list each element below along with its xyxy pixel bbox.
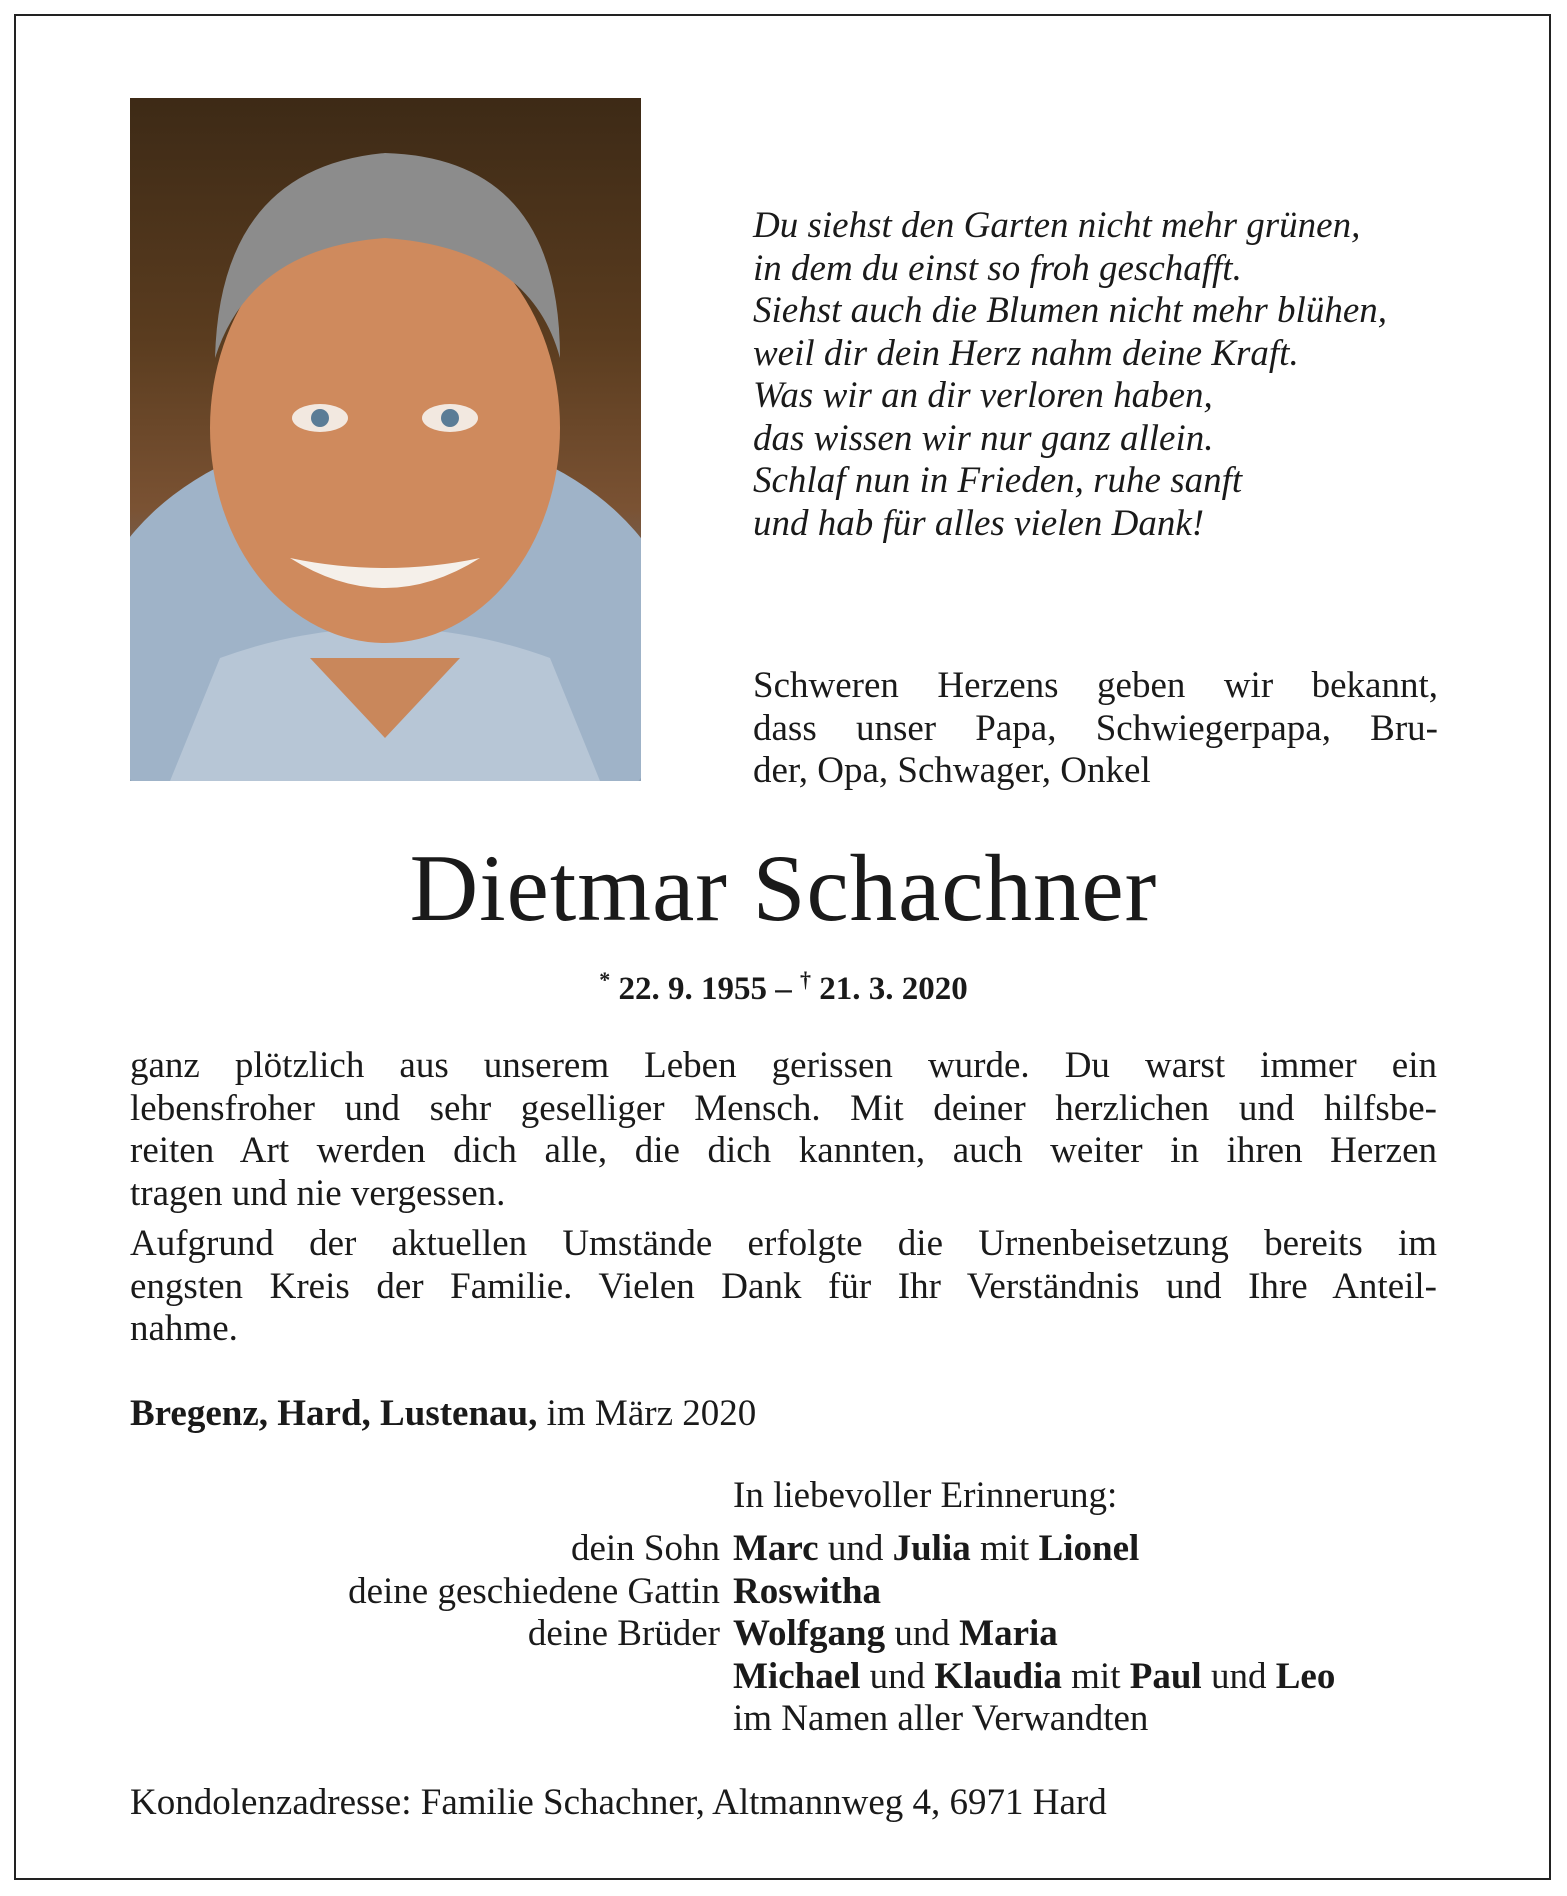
poem-line: das wissen wir nur ganz allein. <box>753 417 1214 459</box>
relation-label <box>130 1698 733 1741</box>
portrait-photo-icon <box>130 98 641 781</box>
relative-name: Julia <box>892 1528 971 1569</box>
poem-line: und hab für alles vielen Dank! <box>753 502 1205 544</box>
relative-row <box>130 1528 1450 1571</box>
text-line: lebensfroher und sehr geselliger Mensch. Mit deiner herzlichen und hilfsbe- <box>130 1087 1437 1129</box>
poem <box>753 205 1453 545</box>
text-line: tragen und nie vergessen. <box>130 1172 506 1214</box>
relative-name: Maria <box>959 1613 1058 1654</box>
text-line: reiten Art werden dich alle, die dich kannten, auch weiter in ihren Herzen <box>130 1130 1437 1171</box>
death-date: 21. 3. 2020 <box>819 971 968 1007</box>
poem-line: Schlaf nun in Frieden, ruhe sanft <box>753 460 1243 501</box>
relative-names <box>733 1528 1139 1571</box>
paragraph <box>130 1223 1437 1351</box>
poem-line: Siehst auch die Blumen nicht mehr blühen, <box>753 290 1388 331</box>
poem-line: weil dir dein Herz nahm deine Kraft. <box>753 332 1299 374</box>
relative-row <box>130 1656 1450 1699</box>
relation-label <box>130 1656 733 1699</box>
place-date: im März 2020 <box>546 1393 757 1434</box>
relative-name: Wolfgang <box>733 1613 886 1654</box>
connector: und <box>894 1613 950 1654</box>
text-line: engsten Kreis der Familie. Vielen Dank für Ihr Verständnis und Ihre Anteil- <box>130 1265 1437 1307</box>
relative-name: Michael <box>733 1655 861 1697</box>
place-names: Bregenz, Hard, Lustenau, <box>130 1393 538 1434</box>
connector: und <box>869 1655 926 1697</box>
portrait-photo <box>130 98 641 781</box>
birth-star-icon: * <box>599 967 611 992</box>
relation-label: deine Brüder <box>527 1613 720 1654</box>
relative-row <box>130 1698 1450 1741</box>
poem-line: in dem du einst so froh geschafft. <box>753 247 1242 289</box>
poem-line: Du siehst den Garten nicht mehr grünen, <box>753 205 1361 246</box>
intro-line: der, Opa, Schwager, Onkel <box>753 750 1151 791</box>
obituary-body <box>130 1045 1437 1351</box>
relative-row <box>130 1571 1450 1614</box>
text-line: ganz plötzlich aus unserem Leben gerissen wurde. Du warst immer ein <box>130 1045 1437 1086</box>
relatives-list <box>130 1528 1450 1741</box>
text-line: Aufgrund der aktuellen Umstände erfolgte die Urnenbeisetzung bereits im <box>130 1223 1437 1264</box>
poem-line: Was wir an dir verloren haben, <box>753 375 1213 416</box>
relation-label: dein Sohn <box>570 1528 720 1569</box>
paragraph <box>130 1045 1437 1215</box>
death-cross-icon: † <box>800 967 811 992</box>
life-dates <box>0 960 1567 1009</box>
relative-names <box>733 1571 881 1614</box>
relative-name: Leo <box>1275 1655 1336 1697</box>
relative-names <box>733 1656 1335 1699</box>
relation-label: deine geschiedene Gattin <box>348 1570 720 1612</box>
connector: und <box>827 1528 884 1569</box>
deceased-name: Dietmar Schachner <box>409 835 1158 941</box>
text-line: nahme. <box>130 1308 238 1349</box>
relatives-closing: im Namen aller Verwandten <box>733 1698 1149 1739</box>
relative-name: Roswitha <box>733 1570 882 1612</box>
announcement-intro <box>753 665 1438 793</box>
relative-name: Klaudia <box>934 1655 1062 1697</box>
connector: und <box>1210 1655 1267 1697</box>
relative-row <box>130 1613 1450 1656</box>
connector: mit <box>1071 1655 1121 1697</box>
relative-name: Lionel <box>1038 1528 1140 1569</box>
condolence-address: Kondolenzadresse: Familie Schachner, Altmannweg 4, 6971 Hard <box>130 1782 1107 1823</box>
birth-date: 22. 9. 1955 <box>618 971 767 1007</box>
relative-names <box>733 1613 1058 1656</box>
connector: mit <box>980 1528 1030 1569</box>
relative-name: Marc <box>733 1528 819 1569</box>
memory-heading: In liebevoller Erinnerung: <box>733 1475 1118 1516</box>
intro-line: Schweren Herzens geben wir bekannt, <box>753 665 1438 706</box>
place-and-date <box>130 1393 756 1436</box>
date-separator: – <box>775 971 792 1007</box>
relative-name: Paul <box>1129 1655 1202 1697</box>
intro-line: dass unser Papa, Schwiegerpapa, Bru- <box>753 707 1438 749</box>
